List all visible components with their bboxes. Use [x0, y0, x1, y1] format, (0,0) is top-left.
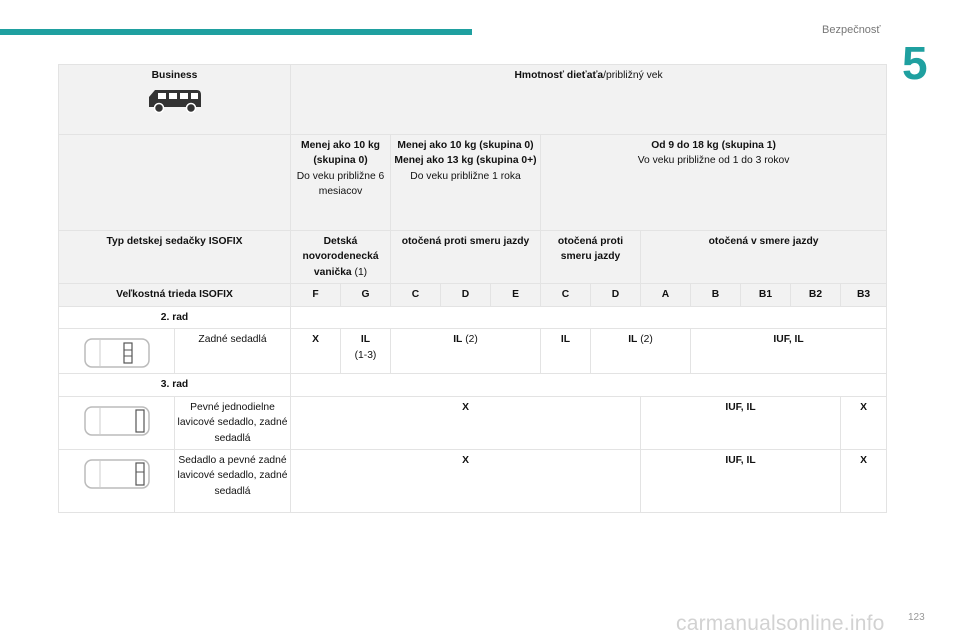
row2-il-note: (1-3): [354, 349, 377, 361]
row2-label: 2. rad: [59, 306, 291, 328]
row3b-iuf: IUF, IL: [641, 449, 841, 512]
car-top-view-icon: [82, 404, 152, 438]
type-label: Typ detskej sedačky ISOFIX: [59, 231, 291, 284]
class-cell: D: [441, 284, 491, 306]
row2-il2-cell: [391, 329, 541, 374]
class-cell: F: [291, 284, 341, 306]
row3a-iuf: IUF, IL: [641, 396, 841, 449]
table-row: [59, 135, 887, 231]
table-row: [59, 284, 887, 306]
group-b-bold2: Menej ako 13 kg (skupina 0+): [394, 155, 537, 167]
watermark: carmanualsonline.info: [676, 612, 885, 635]
group-c-rest: Vo veku približne od 1 do 3 rokov: [637, 155, 790, 167]
type-c: otočená proti smeru jazdy: [541, 231, 641, 284]
car-top-view-icon: [82, 336, 152, 370]
type-a-bold: Detská novorodenecká vanička: [302, 236, 379, 278]
van-icon: [145, 87, 205, 115]
table-row: [59, 65, 887, 135]
row2-il3: IL: [541, 329, 591, 374]
row3a-x2: X: [841, 396, 887, 449]
table-row: [59, 396, 887, 449]
seat-diagram-cell: [59, 396, 175, 449]
row2-il2: IL: [453, 334, 463, 346]
business-label: Business: [151, 70, 198, 81]
group-a-bold: Menej ako 10 kg (skupina 0): [301, 140, 380, 167]
empty-cell: [59, 135, 291, 231]
class-cell: C: [541, 284, 591, 306]
row3b-x2: X: [841, 449, 887, 512]
car-top-view-icon: [82, 457, 152, 491]
row2-il4: IL: [628, 334, 638, 346]
class-cell: E: [491, 284, 541, 306]
class-cell: B2: [791, 284, 841, 306]
empty-cell: [291, 374, 887, 396]
class-label: Veľkostná trieda ISOFIX: [59, 284, 291, 306]
class-cell: G: [341, 284, 391, 306]
group-b-cell: [391, 135, 541, 231]
group-b-bold1: Menej ako 10 kg (skupina 0): [397, 140, 534, 151]
chapter-number: 5: [902, 37, 928, 89]
class-cell: B3: [841, 284, 887, 306]
group-c-bold: Od 9 do 18 kg (skupina 1): [651, 140, 776, 151]
type-a-note: (1): [354, 266, 368, 278]
row3b-x: X: [291, 449, 641, 512]
type-d: otočená v smere jazdy: [641, 231, 887, 284]
class-cell: A: [641, 284, 691, 306]
weight-header-rest: /približný vek: [603, 70, 663, 81]
class-cell: B1: [741, 284, 791, 306]
type-b: otočená proti smeru jazdy: [391, 231, 541, 284]
row2-il4-note: (2): [640, 334, 653, 346]
table-row: [59, 374, 887, 396]
class-cell: B: [691, 284, 741, 306]
class-cell: C: [391, 284, 441, 306]
row3a-x: X: [291, 396, 641, 449]
page-number: 123: [908, 612, 925, 623]
row2-seat: Zadné sedadlá: [175, 329, 291, 374]
table-row: [59, 231, 887, 284]
empty-cell: [291, 306, 887, 328]
group-b-rest: Do veku približne 1 roka: [410, 170, 521, 182]
row2-x: X: [291, 329, 341, 374]
section-title: Bezpečnosť: [822, 24, 881, 36]
row2-il2-note: (2): [465, 334, 478, 346]
seat-diagram-cell: [59, 449, 175, 512]
row2-iuf: IUF, IL: [691, 329, 887, 374]
table-row: [59, 329, 887, 374]
row3a-seat: Pevné jednodielne lavicové sedadlo, zadné sedadlá: [175, 396, 291, 449]
top-accent-bar: [0, 29, 472, 35]
row2-il4-cell: [591, 329, 691, 374]
class-cell: D: [591, 284, 641, 306]
group-c-cell: [541, 135, 887, 231]
group-a-rest: Do veku približne 6 mesiacov: [296, 170, 385, 198]
type-a-cell: [291, 231, 391, 284]
row3-label: 3. rad: [59, 374, 291, 396]
seat-diagram-cell: [59, 329, 175, 374]
weight-header-bold: Hmotnosť dieťaťa: [514, 70, 604, 81]
table-row: [59, 306, 887, 328]
row3b-seat: Sedadlo a pevné zadné lavicové sedadlo, zadné sedadlá: [175, 449, 291, 512]
weight-header: [291, 65, 887, 135]
table-row: [59, 449, 887, 512]
row2-il: IL: [360, 334, 371, 346]
isofix-table: [58, 64, 887, 513]
row2-il-cell: [341, 329, 391, 374]
group-a-cell: [291, 135, 391, 231]
business-cell: [59, 65, 291, 135]
